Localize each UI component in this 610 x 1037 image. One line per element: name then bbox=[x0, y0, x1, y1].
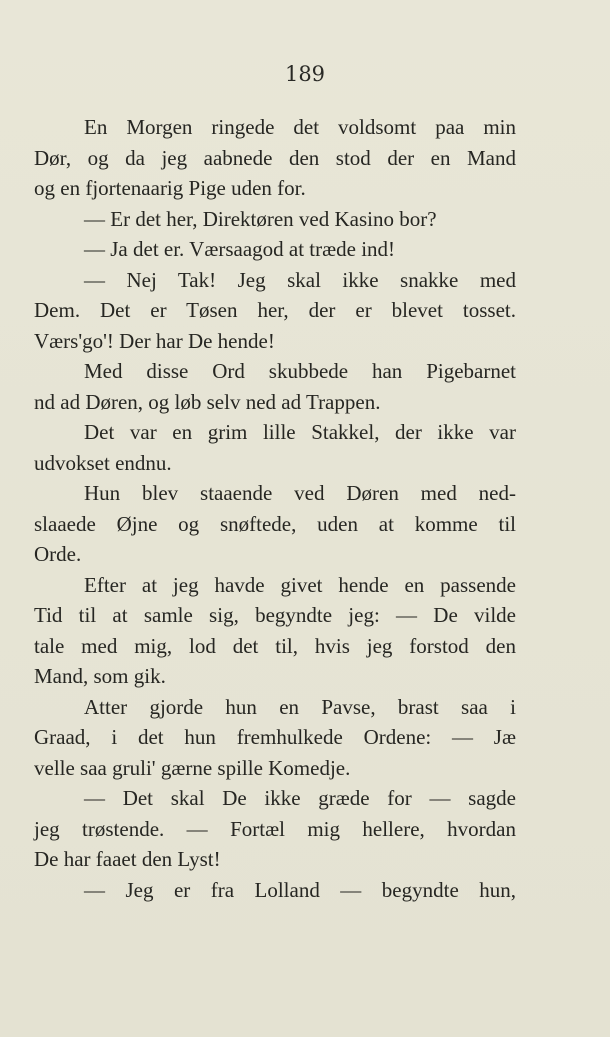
text-line: — Er det her, Direktøren ved Kasino bor? bbox=[84, 206, 437, 231]
text-line: Efter at jeg havde givet hende en passende bbox=[84, 572, 516, 597]
text-line: jeg trøstende. — Fortæl mig hellere, hvordan bbox=[34, 816, 516, 841]
text-line: Dør, og da jeg aabnede den stod der en Mand bbox=[34, 145, 516, 170]
text-line: Mand, som gik. bbox=[34, 664, 166, 688]
text-line: tale med mig, lod det til, hvis jeg forstod den bbox=[34, 633, 516, 658]
text-line: udvokset endnu. bbox=[34, 450, 172, 475]
text-line: Værs'go'! Der har De hende! bbox=[34, 328, 275, 353]
text-line: En Morgen ringede det voldsomt paa min bbox=[84, 115, 516, 139]
text-line: — Ja det er. Værsaagod at træde ind! bbox=[84, 237, 396, 261]
text-line: Atter gjorde hun en Pavse, brast saa i bbox=[84, 694, 516, 719]
text-line: Det var en grim lille Stakkel, der ikke var bbox=[84, 420, 516, 444]
text-line: nd ad Døren, og løb selv ned ad Trappen. bbox=[34, 389, 381, 414]
page-number: 189 bbox=[284, 62, 326, 86]
text-line: slaaede Øjne og snøftede, uden at komme til bbox=[34, 511, 516, 536]
text-line: Dem. Det er Tøsen her, der er blevet tosset. bbox=[34, 298, 516, 322]
text-line: Graad, i det hun fremhulkede Ordene: — Jæ bbox=[34, 725, 516, 749]
text-line: Med disse Ord skubbede han Pigebarnet bbox=[84, 359, 516, 383]
text-line: Hun blev staaende ved Døren med ned- bbox=[84, 481, 516, 505]
text-line: og en fjortenaarig Pige uden for. bbox=[34, 176, 306, 200]
text-line: — Det skal De ikke græde for — sagde bbox=[84, 786, 516, 810]
text-line: — Nej Tak! Jeg skal ikke snakke med bbox=[84, 267, 516, 292]
body-text bbox=[34, 112, 516, 905]
text-line: De har faaet den Lyst! bbox=[34, 847, 221, 871]
text-line: Tid til at samle sig, begyndte jeg: — De vilde bbox=[34, 603, 516, 627]
text-line: Orde. bbox=[34, 542, 82, 566]
text-line: velle saa gruli' gærne spille Komedje. bbox=[34, 755, 351, 780]
text-line: — Jeg er fra Lolland — begyndte hun, bbox=[84, 877, 516, 902]
